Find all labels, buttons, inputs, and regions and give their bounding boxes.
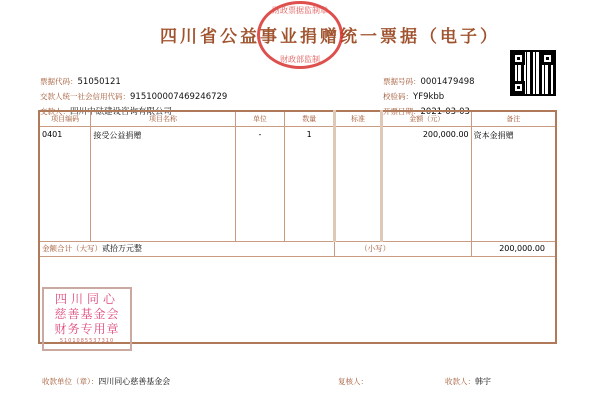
stamp-line: 财务专用章 xyxy=(54,322,120,336)
col-header: 单位 xyxy=(235,111,285,126)
total-words: 贰拾万元整 xyxy=(102,244,142,253)
issue-date: 2021-03-03 xyxy=(420,107,470,117)
col-header: 标准 xyxy=(335,111,382,126)
receipt-number: 0001479498 xyxy=(420,77,475,87)
item-name: 接受公益捐赠 xyxy=(91,126,235,241)
payee-unit-label: 收款单位（章）： xyxy=(42,377,99,386)
payee-unit xyxy=(42,376,170,387)
payer-credit-label: 交款人统一社会信用代码： xyxy=(40,92,130,101)
payer-name: 四川中砝建设咨询有限公司 xyxy=(70,107,173,117)
reviewer xyxy=(338,376,368,387)
item-standard xyxy=(335,126,382,241)
total-amount: 200,000.00 xyxy=(471,241,556,256)
stamp-line: 慈善基金会 xyxy=(54,307,120,321)
date-label: 开票日期： xyxy=(383,107,421,116)
page-title: 四川省公益事业捐赠统一票据（电子） xyxy=(160,27,500,47)
total-words-label: 金额合计（大写） xyxy=(42,244,102,253)
receipt-code: 51050121 xyxy=(77,77,121,87)
total-small-label: （小写） xyxy=(360,244,391,253)
qr-code-icon xyxy=(510,50,556,96)
col-header: 项目编码 xyxy=(39,111,91,126)
receiver-name: 韩宇 xyxy=(475,377,491,386)
check-code: YF9kbb xyxy=(413,92,445,102)
number-label: 票据号码： xyxy=(383,77,421,86)
check-label: 校验码： xyxy=(383,92,413,101)
reviewer-label: 复核人： xyxy=(338,377,368,386)
total-row xyxy=(39,241,556,256)
item-amount: 200,000.00 xyxy=(381,126,471,241)
col-header: 备注 xyxy=(471,111,556,126)
finance-stamp xyxy=(42,287,132,351)
table-header-row xyxy=(39,111,556,126)
seal-top-text: 财政票据监制章 xyxy=(272,6,328,15)
item-code: 0401 xyxy=(39,126,91,241)
col-header: 项目名称 xyxy=(91,111,235,126)
finance-seal xyxy=(257,1,343,69)
seal-bottom-text: 财政部监制 xyxy=(280,55,320,64)
col-header: 金额（元） xyxy=(381,111,471,126)
stamp-number: 5101085537310 xyxy=(59,338,115,344)
item-quantity: 1 xyxy=(285,126,335,241)
code-label: 票据代码： xyxy=(40,77,78,86)
receiver xyxy=(445,376,491,387)
col-header: 数量 xyxy=(285,111,335,126)
table-row xyxy=(39,126,556,241)
payer-label: 交款人： xyxy=(40,107,70,116)
item-unit: - xyxy=(235,126,285,241)
payer-credit-code: 915100007469246729 xyxy=(130,92,228,102)
item-remark: 资本金捐赠 xyxy=(471,126,556,241)
receiver-label: 收款人： xyxy=(445,377,475,386)
payee-unit-name: 四川同心慈善基金会 xyxy=(98,377,171,386)
stamp-line: 四川同心 xyxy=(54,292,119,306)
